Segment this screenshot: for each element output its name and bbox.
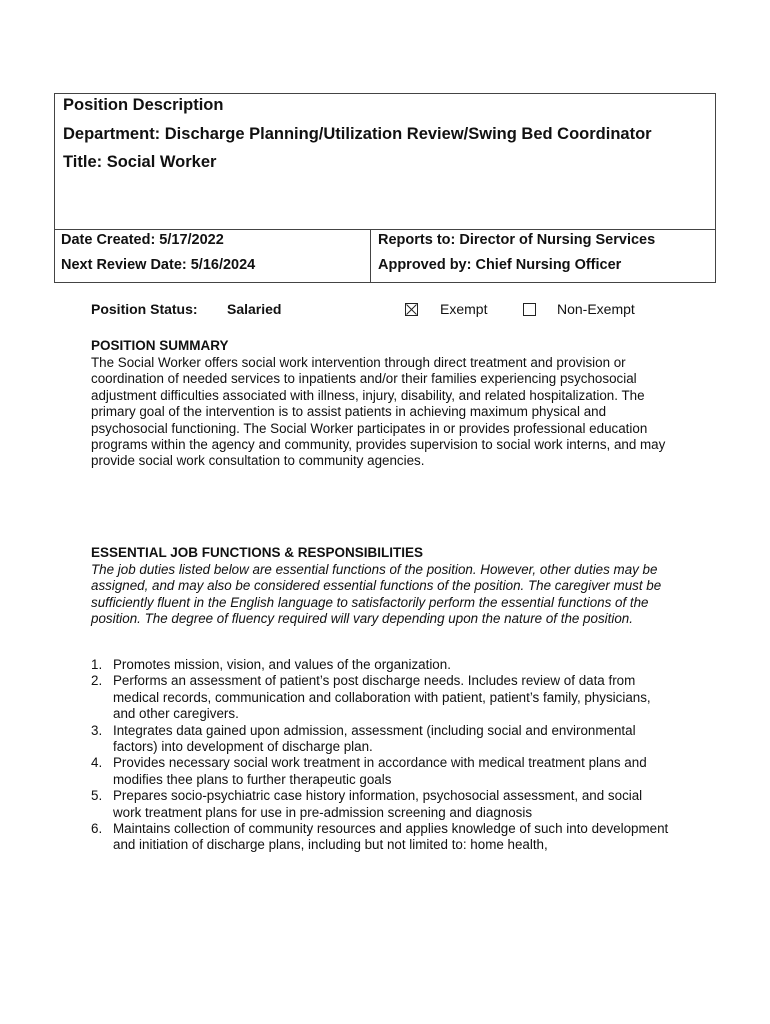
info-table (54, 229, 716, 283)
non-exempt-label: Non-Exempt (557, 301, 635, 317)
exempt-checkbox[interactable] (405, 303, 418, 316)
duty-text: Performs an assessment of patient’s post discharge needs. Includes review of data from medical records, communication and collaboration with patient, patient’s family, physicians, and other caregivers. (113, 673, 651, 722)
position-status-value: Salaried (227, 301, 282, 317)
duty-number: 4. (91, 755, 103, 771)
duty-item (91, 821, 671, 854)
info-table-divider (370, 230, 371, 282)
duty-number: 3. (91, 722, 103, 738)
position-status-label: Position Status: (91, 301, 198, 317)
duty-text: Promotes mission, vision, and values of the organization. (113, 657, 451, 672)
reports-to: Reports to: Director of Nursing Services (378, 232, 656, 248)
job-title-line: Title: Social Worker (63, 153, 217, 171)
position-summary-heading: POSITION SUMMARY (91, 338, 229, 353)
checked-x-icon (406, 304, 417, 315)
duty-item (91, 755, 671, 788)
duty-text: Maintains collection of community resources and applies knowledge of such into development and initiation of discharge plans, including but not limited to: home health, (113, 821, 669, 853)
duty-number: 6. (91, 821, 103, 837)
duty-text: Prepares socio-psychiatric case history information, psychosocial assessment, and social work treatment plans for use in pre-admission screening and diagnosis (113, 788, 643, 820)
non-exempt-checkbox[interactable] (523, 303, 536, 316)
duty-text: Integrates data gained upon admission, assessment (including social and environmental factors) into development of discharge plan. (113, 722, 636, 755)
position-summary-text: The Social Worker offers social work intervention through direct treatment and provision or coordination of needed services to inpatients and/or their families experiencing psychosocial adjustment difficulties associated with illness, injury, disability, and related hospitalization. The primary goal of the intervention is to assist patients in achieving maximum physical and psychosocial functioning. The Social Worker participates in or provides professional education programs within the agency and community, provides supervision to social work interns, and may provide social work consultation to community agencies. (91, 355, 666, 469)
approved-by: Approved by: Chief Nursing Officer (378, 257, 622, 273)
exempt-label: Exempt (440, 301, 488, 317)
duty-item (91, 788, 671, 821)
date-created: Date Created: 5/17/2022 (61, 232, 224, 248)
duty-number: 1. (91, 657, 103, 672)
duty-number: 2. (91, 673, 103, 689)
duty-list (91, 657, 671, 854)
duty-item (91, 657, 671, 673)
duty-text: Provides necessary social work treatment in accordance with medical treatment plans and modifies thee plans to further therapeutic goals (113, 755, 647, 787)
document-title: Position Description (63, 96, 224, 114)
header-box (54, 93, 716, 230)
essential-functions-heading: ESSENTIAL JOB FUNCTIONS & RESPONSIBILITIES (91, 545, 424, 560)
next-review-date: Next Review Date: 5/16/2024 (61, 257, 256, 273)
essential-functions-intro: The job duties listed below are essential functions of the position. However, other duties may be assigned, and may also be considered essential functions of the position. The caregiver must be sufficiently fluent in the English language to satisfactorily perform the essential functions of the position. The degree of fluency required will vary depending upon the nature of the position. (91, 562, 662, 627)
duty-item (91, 723, 671, 756)
duty-number: 5. (91, 788, 103, 804)
department-line: Department: Discharge Planning/Utilization Review/Swing Bed Coordinator (63, 125, 652, 143)
duty-item (91, 673, 671, 722)
